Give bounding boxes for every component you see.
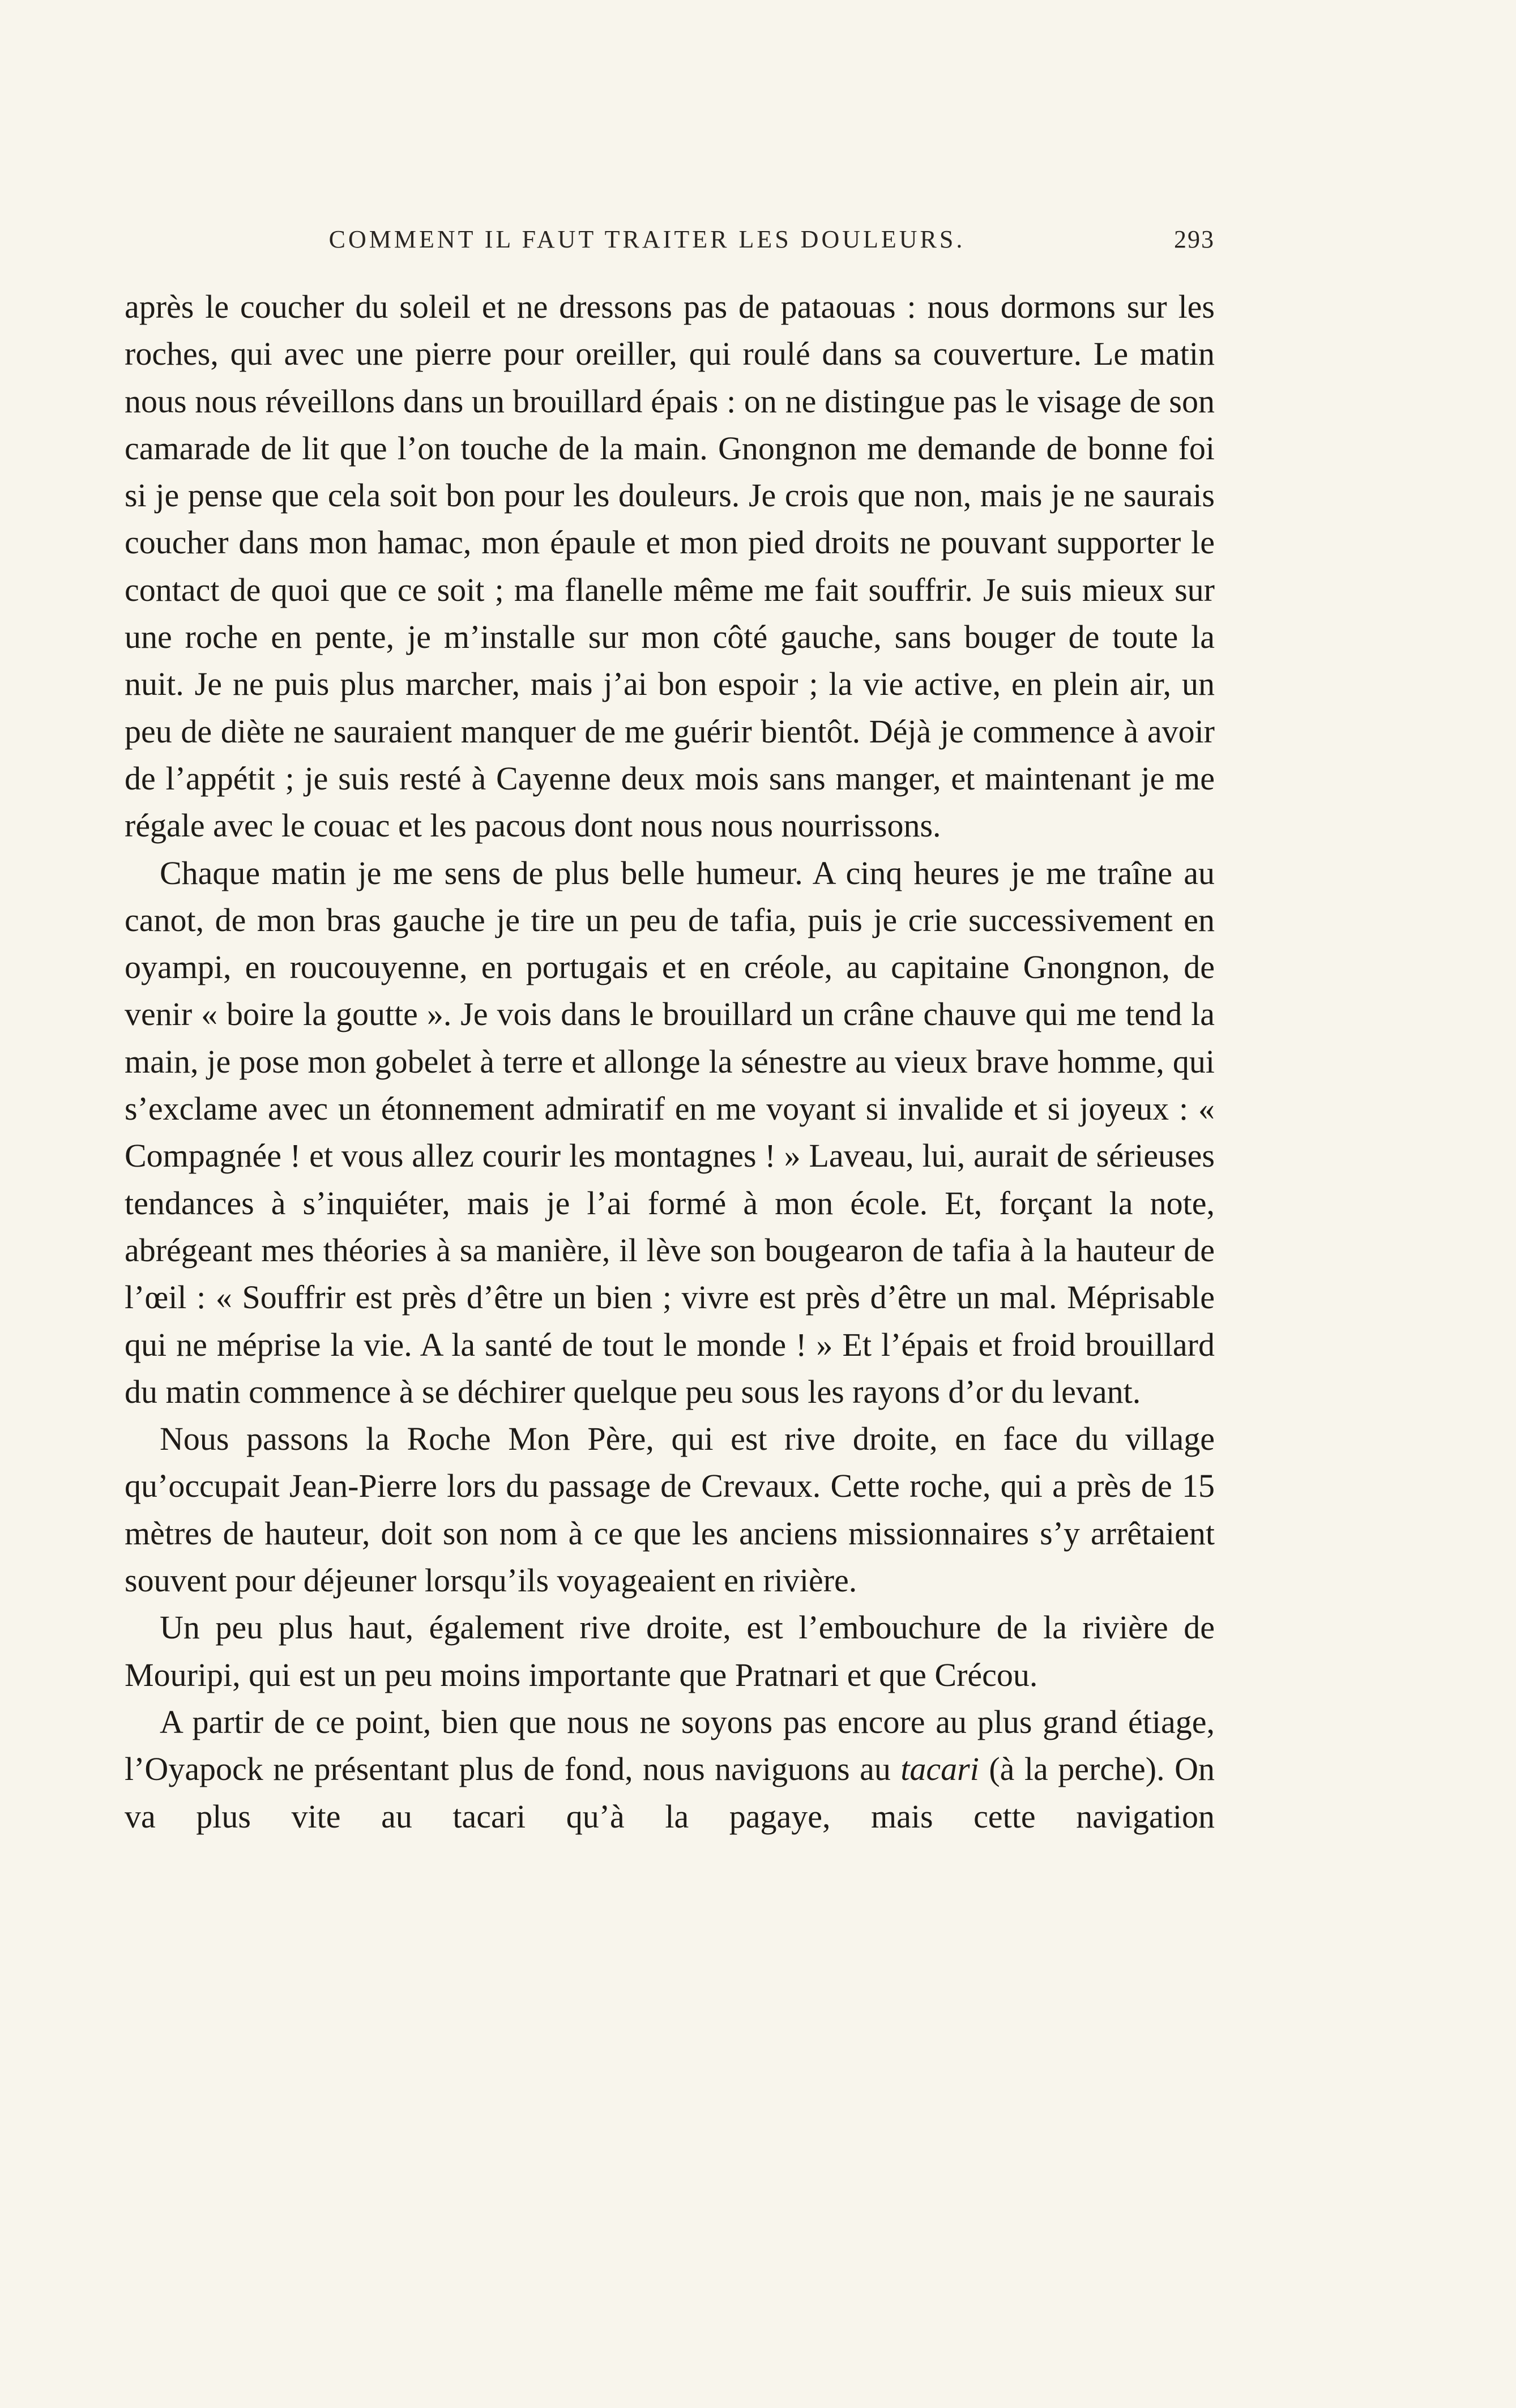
paragraph-tacari-end: (à la perche). On va plus vite au tacari qu’à la pagaye, mais cette navigation: [125, 1751, 1215, 1835]
running-title: COMMENT IL FAUT TRAITER LES DOULEURS.: [328, 225, 966, 253]
paragraph-tacari-start: A partir de ce point, bien que nous ne soyons pas encore au plus grand étiage, l’Oyapock ne présentant plus de fond, nous naviguons au: [125, 1703, 1215, 1788]
paragraph-morning: Chaque matin je me sens de plus belle humeur. A cinq heures je me traîne au canot, de mon bras gauche je tire un peu de tafia, puis je crie successivement en oyampi, en roucouyenne, en portugais et en créole, au capitaine Gnongnon, de venir « boire la goutte ». Je vois dans le brouillard un crâne chauve qui me tend la main, je pose mon gobelet à terre et allonge la sénestre au vieux brave homme, qui s’exclame avec un étonnement admiratif en me voyant si invalide et si joyeux : « Compagnée ! et vous allez courir les montagnes ! » Laveau, lui, aurait de sérieuses tendances à s’inquiéter, mais je l’ai formé à mon école. Et, forçant la note, abrégeant mes théories à sa manière, il lève son bougearon de tafia à la hauteur de l’œil : « Souffrir est près d’être un bien ; vivre est près d’être un mal. Méprisable qui ne méprise la vie. A la santé de tout le monde ! » Et l’épais et froid brouillard du matin commence à se déchirer quelque peu sous les rayons d’or du levant.: [125, 854, 1215, 1410]
paragraph-tacari: [125, 1698, 1215, 1840]
tacari-term: tacari: [900, 1751, 979, 1788]
page-number: 293: [1174, 225, 1215, 253]
paragraph-continued: après le coucher du soleil et ne dressons pas de pataouas : nous dormons sur les roches, qui avec une pierre pour oreiller, qui roulé dans sa couverture. Le matin nous nous réveillons dans un brouillard épais : on ne distingue pas le visage de son camarade de lit que l’on touche de la main. Gnongnon me demande de bonne foi si je pense que cela soit bon pour les douleurs. Je crois que non, mais je ne saurais coucher dans mon hamac, mon épaule et mon pied droits ne pouvant supporter le contact de quoi que ce soit ; ma flanelle même me fait souffrir. Je suis mieux sur une roche en pente, je m’installe sur mon côté gauche, sans bouger de toute la nuit. Je ne puis plus marcher, mais j’ai bon espoir ; la vie active, en plein air, un peu de diète ne sauraient manquer de me guérir bientôt. Déjà je commence à avoir de l’appétit ; je suis resté à Cayenne deux mois sans manger, et maintenant je me régale avec le couac et les pacous dont nous nous nourrissons.: [125, 288, 1215, 844]
body-text: [125, 283, 1215, 1840]
paragraph-roche-mon-pere: Nous passons la Roche Mon Père, qui est rive droite, en face du village qu’occupait Jean-Pierre lors du passage de Crevaux. Cette roche, qui a près de 15 mètres de hauteur, doit son nom à ce que les anciens missionnaires s’y arrêtaient souvent pour déjeuner lorsqu’ils voyageaient en rivière.: [125, 1420, 1215, 1599]
paragraph-mouripi: Un peu plus haut, également rive droite, est l’embouchure de la rivière de Mouripi, qui est un peu moins importante que Pratnari et que Crécou.: [125, 1609, 1215, 1693]
running-head: [125, 222, 1215, 256]
